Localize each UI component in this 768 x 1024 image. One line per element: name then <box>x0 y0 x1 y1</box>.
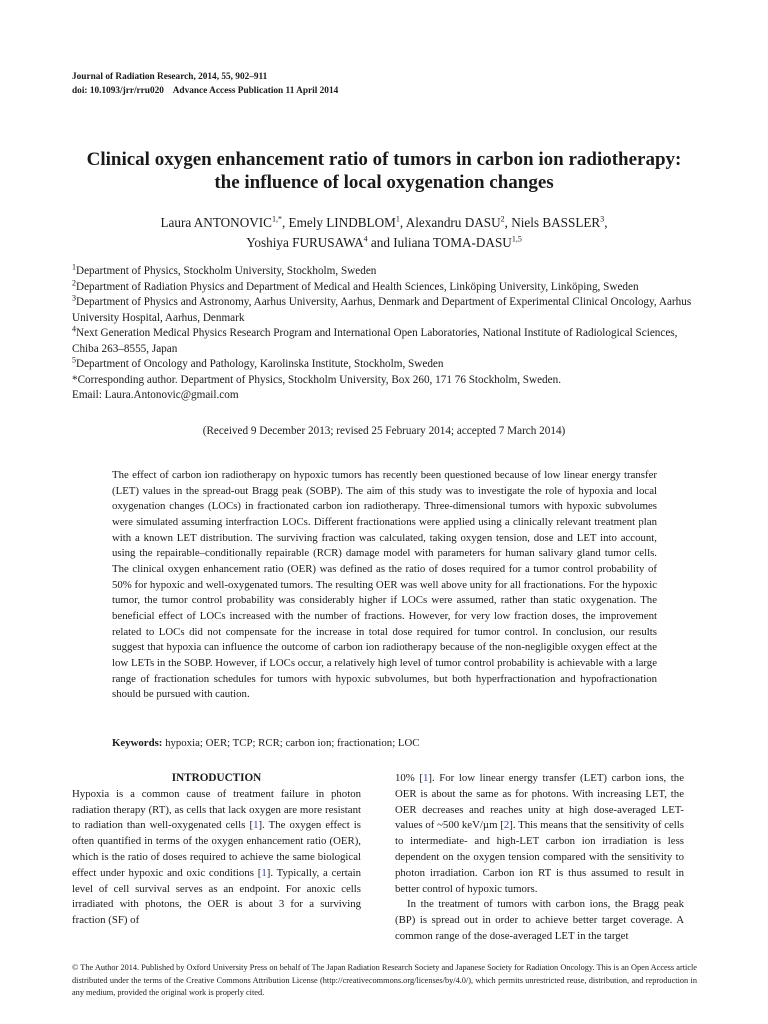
column-left <box>72 771 361 929</box>
affiliation-item: $^4$Next Generation Medical Physics Research Program and International Open Laboratories, National Institute of Radiological Sciences, Chiba 263–8555, Japan <box>72 324 678 355</box>
affiliations <box>72 264 702 404</box>
title-line-2: the influence of local oxygenation changes <box>214 172 554 193</box>
title-line-1: Clinical oxygen enhancement ratio of tumors in carbon ion radiotherapy: <box>86 149 682 170</box>
author-name: Laura ANTONOVIC <box>160 215 272 230</box>
intro-paragraph-1: Hypoxia is a common cause of treatment failure in photon radiation therapy (RT), as cells that lack oxygen are more resistant to radiation than well-oxygenated cells [1]. The oxygen effect is often quantified in terms of the oxygen enhancement ratio (OER), which is the ratio of doses required to achieve the same biological effect under hypoxic and oxic conditions [1]. Typically, a certain level of cell survival serves as an endpoint. For anoxic cells irradiated with photons, the OER is about 3 for a surviving fraction (SF) of <box>72 787 361 927</box>
journal-header <box>72 71 338 98</box>
keywords <box>112 737 657 749</box>
author-name: Alexandru DASU <box>405 215 501 230</box>
affiliation-item: $^3$Department of Physics and Astronomy, Aarhus University, Aarhus, Denmark and Department of Experimental Clinical Oncology, Aarhus University Hospital, Aarhus, Denmark <box>72 293 692 324</box>
author-name: Yoshiya FURUSAWA <box>246 235 364 250</box>
column-right <box>395 771 684 945</box>
section-heading-introduction: INTRODUCTION <box>171 772 262 784</box>
author-line-2: Yoshiya FURUSAWA$^4$ and Iuliana TOMA-DASU$^{1,5}$ <box>246 234 522 250</box>
affiliation-item: $^1$Department of Physics, Stockholm University, Stockholm, Sweden <box>72 262 377 277</box>
received-dates: (Received 9 December 2013; revised 25 February 2014; accepted 7 March 2014) <box>202 425 566 437</box>
citation-link[interactable]: 1 <box>253 819 259 832</box>
author-affiliation-mark: 1,5 <box>511 234 522 244</box>
abstract: The effect of carbon ion radiotherapy on hypoxic tumors has recently been questioned because of low linear energy transfer (LET) values in the spread-out Bragg peak (SOBP). The aim of this study was to investigate the role of hypoxia and local oxygenation changes (LOCs) in fractionated carbon ion radiotherapy. Three-dimensional tumors with hypoxic subvolumes were simulated assuming interfraction LOCs. Different fractionations were applied using a clinically relevant treatment plan with a known LET distribution. The surviving fraction was calculated, taking oxygen tension, dose and LET into account, using the repairable–conditionally repairable (RCR) damage model with parameters for human salivary gland tumor cells. The clinical oxygen enhancement ratio (OER) was defined as the ratio of doses required for a tumor control probability of 50% for hypoxic and well-oxygenated tumors. The resulting OER was well above unity for all fractionations. For the hypoxic tumor, the tumor control probability was considerably higher if LOCs were assumed, rather than static oxygenation. The beneficial effect of LOCs increased with the number of fractions. However, for very low fraction doses, the improvement related to LOCs did not compensate for the increase in total dose required for tumor control. In conclusion, our results suggest that hypoxia can influence the outcome of carbon ion radiotherapy because of the non-negligible oxygen effect at the low LETs in the SOBP. However, if LOCs occur, a relatively high level of tumor control probability is achievable with a large range of fractionation schedules for tumors with hypoxic subvolumes, but both hyperfractionation and hypofractionation should be pursued with caution. <box>112 469 657 701</box>
citation-link[interactable]: 1 <box>261 866 267 879</box>
corresponding-author: *Corresponding author. Department of Physics, Stockholm University, Box 260, 171 76 Stockholm, Sweden. <box>72 373 561 386</box>
affiliation-item: $^5$Department of Oncology and Pathology, Karolinska Institute, Stockholm, Sweden <box>72 355 444 370</box>
author-affiliation-mark: 1 <box>395 214 400 224</box>
author-line-1: Laura $ANTONOVIC^{1,*}$, Emely LINDBLOM$^1$, Alexandru DASU$^2$, Niels BASSLER$^3$, <box>160 214 608 230</box>
intro-paragraph-1-continued: 10% [1]. For low linear energy transfer (LET) carbon ions, the OER is about the same as for photons. With increasing LET, the OER decreases and reaches unity at high dose-averaged LET-values of ~500 keV/µm [2]. This means that the sensitivity of cells to intermediate- and high-LET carbon ion irradiation is less dependent on the oxygen tension compared with the sensitivity to photon irradiation. Carbon ion RT is thus assumed to result in better control of hypoxic tumors. <box>395 772 684 895</box>
author-name: Niels BASSLER <box>511 215 601 230</box>
keywords-label: Keywords: <box>112 737 163 749</box>
paper-title <box>40 148 728 194</box>
author-affiliation-mark: 3 <box>600 214 605 224</box>
license-footer: © The Author 2014. Published by Oxford University Press on behalf of The Japan Radiation Research Society and Japanese Society for Radiation Oncology. This is an Open Access article distributed under the terms of the Creative Commons Attribution License (http://creativecommons.org/licenses/by/4.0/), which permits unrestricted reuse, distribution, and reproduction in any medium, provided the original work is properly cited. <box>72 963 697 997</box>
author-affiliation-mark: 2 <box>500 214 505 224</box>
author-affiliation-mark: 1,* <box>271 214 282 224</box>
author-name: Iuliana TOMA-DASU <box>393 235 512 250</box>
journal-citation: Journal of Radiation Research, 2014, 55, 902–911 <box>72 72 268 82</box>
journal-doi: doi: 10.1093/jrr/rru020 Advance Access Publication 11 April 2014 <box>72 85 339 96</box>
author-email: Email: Laura.Antonovic@gmail.com <box>72 389 239 401</box>
citation-link[interactable]: 1 <box>422 772 429 784</box>
author-name: Emely LINDBLOM <box>288 215 396 230</box>
intro-paragraph-2: In the treatment of tumors with carbon ions, the Bragg peak (BP) is spread out in order to achieve better target coverage. A common range of the dose-averaged LET in the target <box>395 898 684 942</box>
author-list <box>40 213 728 253</box>
author-affiliation-mark: 4 <box>363 234 368 244</box>
citation-link[interactable]: 2 <box>503 819 510 832</box>
affiliation-item: $^2$Department of Radiation Physics and Department of Medical and Health Sciences, Linköping University, Linköping, Sweden <box>72 277 639 293</box>
keywords-text: hypoxia; OER; TCP; RCR; carbon ion; fractionation; LOC <box>162 737 420 749</box>
